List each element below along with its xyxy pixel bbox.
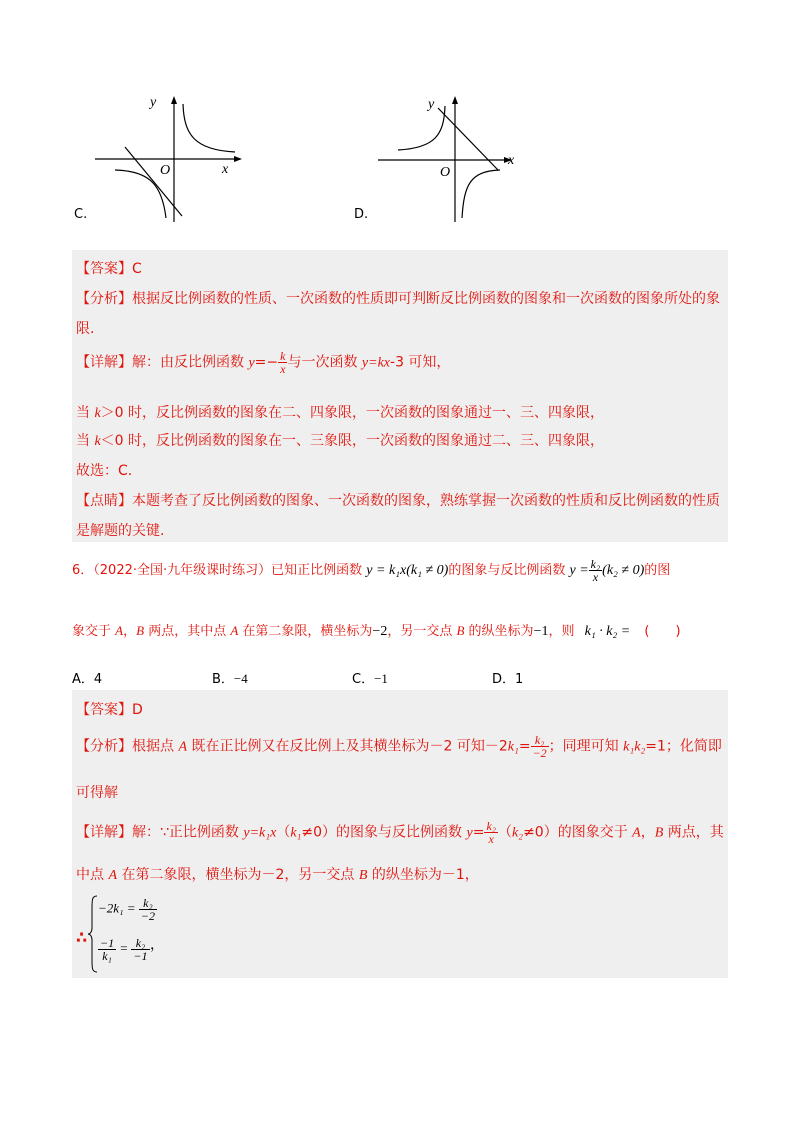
graph-d-plot (370, 90, 530, 230)
graph-c-label: C. (74, 207, 88, 222)
q6-system-eq2: $\frac{-1}{\text{k₁}}$ = $\frac{\text{k₂}}{-1}$ (100, 936, 148, 963)
graph-c-hyperbola-q1 (183, 104, 235, 152)
q6-inverse-fraction: $\frac{\text{k₂}}{x}$ (590, 557, 601, 584)
q6-stem-line1: 6．（2022·全国·九年级课时练习）已知正比例函数 y = k₁x(k₁ ≠ 0)的图象与反比例函数 y = $\frac{\text{k₂}}{x}$ (k₂ ≠ 0)的图 (72, 557, 671, 584)
q6-option-b[interactable]: B．−4 (212, 671, 248, 687)
graph-d-label: D. (354, 207, 369, 222)
q6-stem-line2: 象交于 A，B 两点，其中点 A 在第二象限，横坐标为−2，另一交点 B 的纵坐标为−1，则 k₁ · k₂ = ( ) (72, 623, 681, 639)
graph-d-origin-label: O (440, 165, 451, 180)
q6-option-c[interactable]: C．−1 (352, 671, 388, 687)
q5-case-positive: 当 k＞0 时，反比例函数的图象在二、四象限，一次函数的图象通过一、三、四象限， (76, 405, 605, 421)
graph-d-y-arrow (452, 96, 458, 104)
q6-detail-cont: 中点 A 在第二象限，横坐标为－2，另一交点 B 的纵坐标为－1， (76, 867, 479, 883)
q6-system-eq2-left: $\frac{-1}{\text{k₁}}$ (100, 936, 115, 963)
graph-c-plot (70, 90, 260, 230)
graph-c (70, 90, 260, 230)
graph-c-y-label: y (150, 95, 157, 110)
q6-analysis-fraction: $\frac{\text{k₂}}{-2}$ (532, 733, 547, 760)
q6-system-end: ， (150, 937, 164, 953)
graph-c-x-label: x (222, 162, 229, 177)
q5-analysis-cont: 限. (76, 321, 95, 337)
graph-d-y-label: y (428, 97, 435, 112)
graph-c-y-arrow (171, 96, 177, 104)
q6-analysis: 【分析】根据点 A 既在正比例又在反比例上及其横坐标为－2 可知－2k₁= $\frac{\text{k₂}}{-2}$ ；同理可知 k₁k₂=1；化简即 (76, 733, 722, 760)
q5-case-negative: 当 k＜0 时，反比例函数的图象在一、三象限，一次函数的图象通过二、三、四象限， (76, 433, 605, 449)
q5-detail: 【详解】解：由反比例函数 y=− $\frac{k}{x}$ 与一次函数 y=kx-3 可知， (76, 349, 451, 376)
q5-answer: 【答案】C (76, 261, 142, 277)
q6-detail-fraction: $\frac{\text{k₂}}{x}$ (486, 819, 496, 846)
graph-d (370, 90, 530, 230)
q6-system-eq2-right: $\frac{\text{k₂}}{-1}$ (133, 936, 148, 963)
graph-c-x-arrow (234, 156, 242, 162)
graph-d-line (438, 108, 498, 170)
q6-analysis-cont: 可得解 (76, 785, 118, 801)
q6-system-eq1-fraction: $\frac{\text{k₂}}{-2}$ (140, 896, 155, 923)
graph-d-hyperbola-q2 (398, 106, 445, 150)
q6-option-a[interactable]: A．4 (72, 672, 103, 687)
q5-analysis: 【分析】根据反比例函数的性质、一次函数的性质即可判断反比例函数的图象和一次函数的图象所处的象 (76, 291, 720, 307)
q6-system-eq1: −2k₁ = $\frac{\text{k₂}}{-2}$ (98, 896, 155, 923)
q5-detail-fraction: $\frac{k}{x}$ (280, 349, 286, 376)
graph-c-origin-label: O (160, 163, 171, 178)
q6-answer: 【答案】D (76, 702, 143, 718)
q6-option-d[interactable]: D．1 (492, 672, 524, 687)
q6-therefore: ∴ (76, 928, 88, 947)
graph-d-x-label: x (508, 153, 515, 168)
graph-d-hyperbola-q4 (462, 170, 500, 218)
q5-comment: 【点睛】本题考查了反比例函数的图象、一次函数的图象，熟练掌握一次函数的性质和反比例函数的性质 (76, 493, 720, 509)
q5-comment-cont: 是解题的关键. (76, 523, 165, 539)
q6-detail: 【详解】解：∵正比例函数 y=k₁x（k₁≠0）的图象与反比例函数 y= $\frac{\text{k₂}}{x}$ （k₂≠0）的图象交于 A，B 两点，其 (76, 819, 724, 846)
graph-c-hyperbola-q3 (115, 170, 166, 218)
q5-choice: 故选：C. (76, 463, 133, 479)
q6-system-brace (88, 894, 98, 974)
